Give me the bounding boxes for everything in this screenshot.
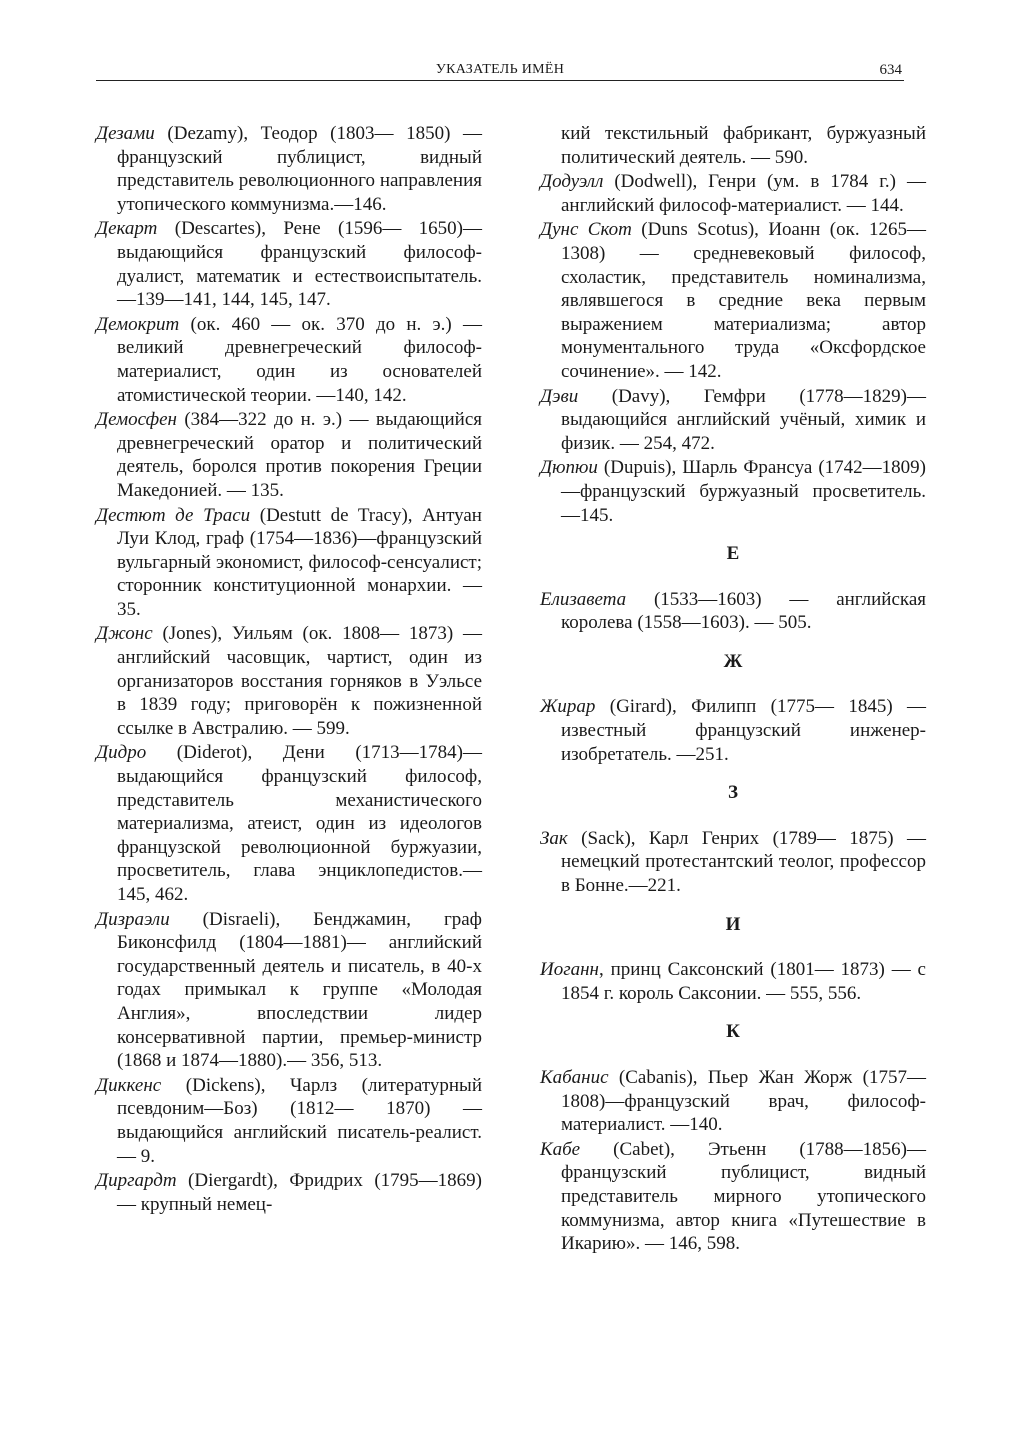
entry-continuation: кий текстильный фабрикант, буржуазный политический деятель. — 590.: [561, 123, 926, 168]
index-entry: [540, 218, 926, 383]
entry-text: (Duns Scotus), Иоанн (ок. 1265—1308) — средневековый философ, схоластик, представитель номинализма, являвшегося в средние века первым выражением материализма; автор монументального труда «Оксфордское сочинение». — 142.: [561, 219, 926, 382]
entry-text: (Destutt de Tracy), Антуан Луи Клод, граф (1754—1836)—французский вульгарный экономист, философ-сенсуалист; сторонник конституционной монархии. — 35.: [117, 504, 482, 620]
entry-name: Додуэлл: [540, 171, 604, 193]
index-entry: [96, 408, 482, 502]
index-entry: [96, 908, 482, 1073]
section-letter-z: З: [727, 782, 739, 804]
entry-name: Кабе: [540, 1138, 581, 1160]
entry-name: Жирар: [540, 696, 596, 718]
index-entry: [96, 313, 482, 407]
entry-text: (Descartes), Рене (1596— 1650)— выдающийся французский философ-дуалист, математик и естествоиспытатель. —139—141, 144, 145, 147.: [117, 218, 482, 311]
index-entry: [96, 1074, 482, 1168]
running-header: [96, 60, 904, 81]
entry-text: (Jones), Уильям (ок. 1808— 1873) — английский часовщик, чартист, один из организаторов восстания горняков в Уэльсе в 1839 году; приговорён к пожизненной ссылке в Австралию. — 599.: [117, 623, 482, 739]
entry-text: (Disraeli), Бенджамин, граф Биконсфилд (1804—1881)— английский государственный деятель и писатель, в 40-х годах примыкал к группе «Молодая Англия», впоследствии лидер консервативной партии, премьер-министр (1868 и 1874—1880).— 356, 513.: [117, 908, 482, 1072]
index-entry: [96, 504, 482, 622]
entry-text: (Cabanis), Пьер Жан Жорж (1757—1808)—французский врач, философ-материалист. —140.: [561, 1067, 926, 1136]
entry-text: (1533—1603) — английская королева (1558—1603). — 505.: [561, 588, 926, 634]
index-entry: [96, 741, 482, 906]
index-entry: [540, 588, 926, 635]
left-column: [96, 122, 482, 1217]
entry-text: (Diderot), Дени (1713—1784)— выдающийся французский философ, представитель механистического материализма, атеист, один из идеологов французской революционной буржуазии, просветитель, глава энциклопедистов.— 145, 462.: [117, 742, 482, 905]
entry-name: Демосфен: [96, 409, 177, 431]
entry-text: (Dupuis), Шарль Франсуа (1742—1809)—французский буржуазный просветитель. —145.: [561, 457, 926, 526]
index-entry: [540, 385, 926, 456]
section-letter-zh: Ж: [723, 650, 743, 672]
entry-text: (Dezamy), Теодор (1803— 1850) — французский публицист, видный представитель революционного направления утопического коммунизма.—146.: [117, 123, 482, 215]
entry-text: (Sack), Карл Генрих (1789— 1875) — немецкий протестантский теолог, профессор в Бонне.—221.: [561, 827, 926, 897]
entry-name: Демокрит: [96, 313, 180, 335]
entry-name: Джонс: [96, 623, 153, 645]
entry-name: Дюпюи: [540, 457, 598, 479]
right-column: [540, 122, 926, 1257]
entry-text: (Davy), Гемфри (1778—1829)— выдающийся английский учёный, химик и физик. — 254, 472.: [561, 385, 926, 454]
entry-name: Диргардт: [96, 1170, 177, 1192]
index-entry: [540, 827, 926, 898]
entry-text: (Dickens), Чарлз (литературный псевдоним—Боз) (1812— 1870) — выдающийся английский писатель-реалист. — 9.: [117, 1074, 482, 1167]
entry-text: (Girard), Филипп (1775— 1845) — известный французский инженер-изобретатель. —251.: [561, 696, 926, 765]
index-entry: [96, 122, 482, 216]
page-number: 634: [879, 62, 902, 78]
index-entry: [540, 1138, 926, 1256]
entry-text: (Cabet), Этьенн (1788—1856)— французский публицист, видный представитель мирного утопического коммунизма, автор книга «Путешествие в Икарию». — 146, 598.: [561, 1138, 926, 1255]
entry-name: Кабанис: [540, 1067, 609, 1088]
entry-name: Дестют де Траси: [96, 504, 251, 526]
entry-name: Елизавета: [540, 588, 627, 610]
index-entry: [540, 170, 926, 217]
index-entry: [540, 958, 926, 1005]
entry-name: Дидро: [96, 742, 147, 764]
header-title: УКАЗАТЕЛЬ ИМЁН: [435, 62, 565, 77]
section-letter-k: К: [726, 1021, 740, 1043]
entry-name: Декарт: [96, 218, 158, 240]
entry-name: Дунс Скот: [540, 219, 632, 241]
entry-text: (384—322 до н. э.) — выдающийся древнегреческий оратор и политический деятель, боролся против покорения Греции Македонией. — 135.: [117, 409, 482, 501]
entry-name: Дэви: [540, 385, 579, 407]
section-letter-e: Е: [726, 543, 740, 565]
index-entry: [540, 456, 926, 527]
entry-text: , принц Саксонский (1801— 1873) — с 1854 г. король Саксонии. — 555, 556.: [561, 959, 926, 1004]
entry-name: Зак: [540, 827, 568, 849]
section-letter-i: И: [725, 913, 741, 935]
index-entry: [96, 622, 482, 740]
index-entry: [540, 1066, 926, 1137]
index-entry: [96, 1169, 482, 1216]
index-entry: [96, 217, 482, 311]
entry-name: Иоганн: [540, 959, 599, 981]
entry-text: (ок. 460 — ок. 370 до н. э.) — великий древнегреческий философ-материалист, один из основателей атомистической теории. —140, 142.: [117, 313, 482, 406]
entry-text: (Diergardt), Фридрих (1795—1869) — крупный немец-: [117, 1170, 482, 1215]
entry-name: Диккенс: [96, 1074, 162, 1096]
entry-name: Дизраэли: [96, 908, 170, 930]
entry-text: (Dodwell), Генри (ум. в 1784 г.) — английский философ-материалист. — 144.: [561, 171, 926, 216]
entry-name: Дезами: [96, 123, 155, 144]
index-entry: [540, 695, 926, 766]
